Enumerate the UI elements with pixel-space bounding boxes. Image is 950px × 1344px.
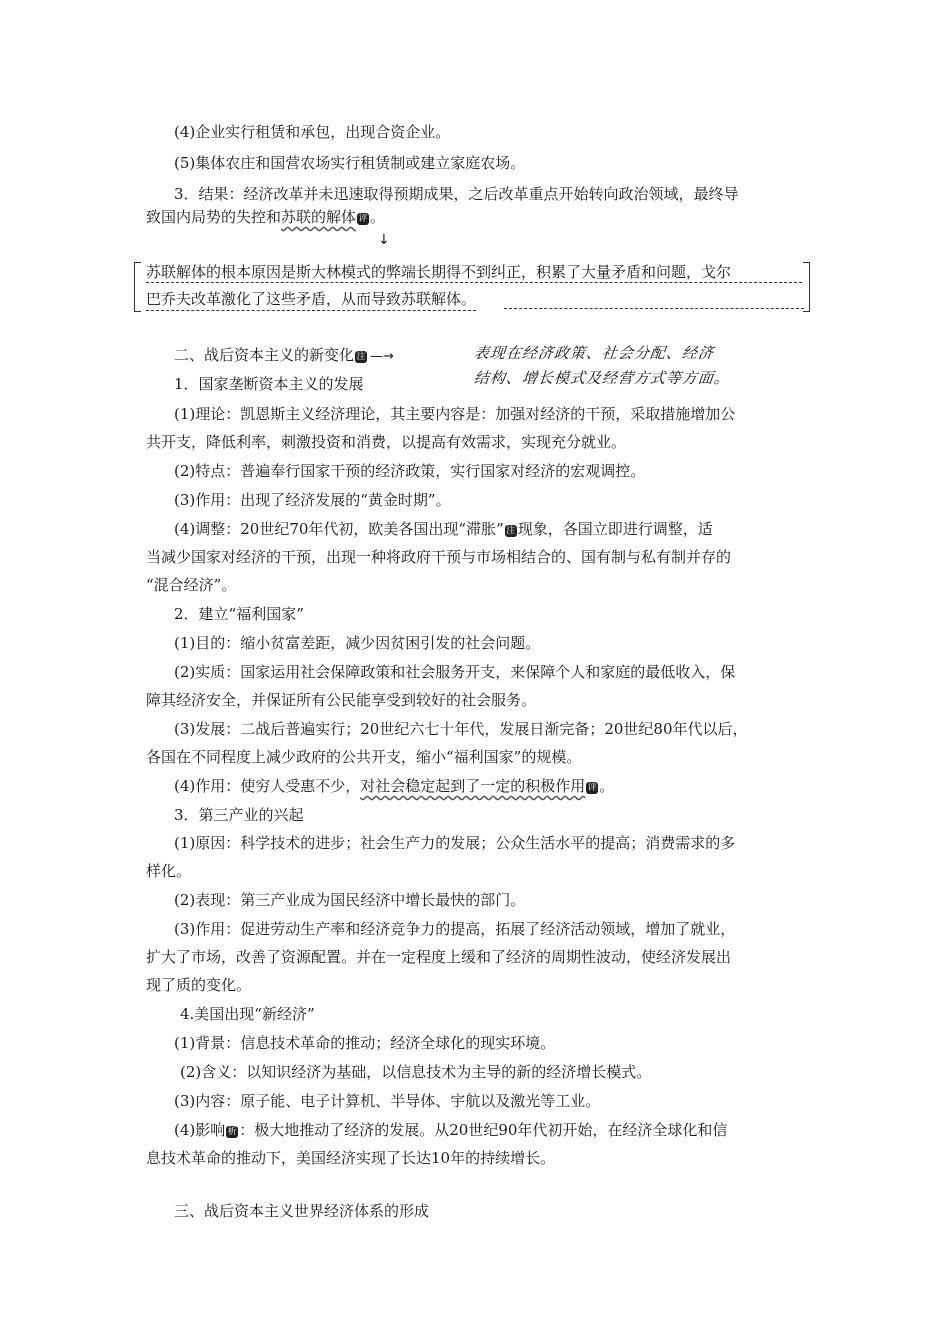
box-left-bracket bbox=[134, 262, 141, 312]
text-span: 。 bbox=[370, 208, 386, 226]
text-line bbox=[174, 519, 806, 539]
xi-badge-icon: 析 bbox=[227, 1127, 237, 1137]
text-line: 3．结果：经济改革并未迅速取得预期成果，之后改革重点开始转向政治领域，最终导 bbox=[174, 185, 739, 203]
text-line: 现了质的变化。 bbox=[146, 976, 252, 994]
text-line: (1)原因：科学技术的进步；社会生产力的发展；公众生活水平的提高；消费需求的多 bbox=[174, 834, 736, 852]
right-arrow-icon: —→ bbox=[370, 349, 394, 364]
annotation-box bbox=[134, 258, 810, 314]
subheading: 3．第三产业的兴起 bbox=[174, 806, 304, 824]
text-line: 扩大了市场，改善了资源配置。并在一定程度上缓和了经济的周期性波动，使经济发展出 bbox=[146, 948, 732, 966]
zhu-badge-icon: 注 bbox=[356, 352, 366, 362]
text-line: (1)背景：信息技术革命的推动；经济全球化的现实环境。 bbox=[174, 1034, 556, 1052]
ping-badge-icon: 评 bbox=[587, 783, 597, 793]
text-line: (1)目的：缩小贫富差距，减少因贫困引发的社会问题。 bbox=[174, 634, 541, 652]
text-line: (2)特点：普遍奉行国家干预的经济政策，实行国家对经济的宏观调控。 bbox=[174, 462, 646, 480]
text-line: (3)作用：出现了经济发展的“黄金时期”。 bbox=[174, 491, 451, 509]
text-line: 息技术革命的推动下，美国经济实现了长达10年的持续增长。 bbox=[146, 1149, 556, 1167]
text-span: (4)作用：使穷人受惠不少， bbox=[174, 777, 361, 795]
text-span: ：极大地推动了经济的发展。从20世纪90年代初开始，在经济全球化和信 bbox=[239, 1121, 728, 1139]
underlined-phrase: 苏联的解体 bbox=[281, 208, 357, 226]
text-span: (4)调整：20世纪70年代初，欧美各国出现“滞胀” bbox=[174, 520, 504, 538]
text-span: (4)影响 bbox=[174, 1121, 226, 1139]
dashed-rule bbox=[504, 308, 804, 309]
text-span: 致国内局势的失控和 bbox=[146, 208, 282, 226]
text-line: (2)实质：国家运用社会保障政策和社会服务开支，来保障个人和家庭的最低收入，保 bbox=[174, 663, 736, 681]
text-line: (2)含义：以知识经济为基础，以信息技术为主导的新的经济增长模式。 bbox=[180, 1063, 652, 1081]
down-arrow-icon: ↓ bbox=[378, 232, 390, 248]
text-line: 共开支，降低利率，刺激投资和消费，以提高有效需求，实现充分就业。 bbox=[146, 433, 627, 451]
subheading: 2．建立“福利国家” bbox=[174, 605, 304, 623]
text-line bbox=[174, 776, 806, 796]
zhu-badge-icon: 注 bbox=[506, 526, 516, 536]
text-line: (5)集体农庄和国营农场实行租赁制或建立家庭农场。 bbox=[174, 154, 526, 172]
text-line: “混合经济”。 bbox=[146, 576, 237, 594]
text-span: 现象，各国立即进行调整，适 bbox=[517, 520, 713, 538]
heading-text: 二、战后资本主义的新变化 bbox=[174, 346, 355, 364]
text-line bbox=[146, 207, 806, 227]
text-line bbox=[174, 1120, 806, 1140]
subheading: 4.美国出现“新经济” bbox=[180, 1005, 315, 1023]
text-line: 样化。 bbox=[146, 862, 192, 880]
subheading: 1．国家垄断资本主义的发展 bbox=[174, 375, 364, 393]
text-line: (2)表现：第三产业成为国民经济中增长最快的部门。 bbox=[174, 891, 526, 909]
text-line: (3)作用：促进劳动生产率和经济竞争力的提高，拓展了经济活动领域，增加了就业， bbox=[174, 920, 736, 938]
box-text-line: 苏联解体的根本原因是斯大林模式的弊端长期得不到纠正，积累了大量矛盾和问题，戈尔 bbox=[146, 262, 802, 283]
section-heading: 三、战后资本主义世界经济体系的形成 bbox=[174, 1202, 430, 1220]
text-line: 各国在不同程度上减少政府的公共开支，缩小“福利国家”的规模。 bbox=[146, 748, 582, 766]
box-right-bracket bbox=[803, 262, 810, 312]
box-text-line: 巴乔夫改革激化了这些矛盾，从而导致苏联解体。 bbox=[146, 289, 476, 311]
ping-badge-icon: 评 bbox=[358, 214, 368, 224]
text-span: 。 bbox=[599, 777, 615, 795]
text-line: (3)发展：二战后普遍实行；20世纪六七十年代，发展日渐完备；20世纪80年代以后， bbox=[174, 720, 748, 738]
text-line: 障其经济安全，并保证所有公民能享受到较好的社会服务。 bbox=[146, 691, 537, 709]
underlined-phrase: 对社会稳定起到了一定的积极作用 bbox=[360, 777, 586, 795]
handwritten-note: 表现在经济政策、社会分配、经济 bbox=[473, 344, 715, 362]
text-line: 当减少国家对经济的干预，出现一种将政府干预与市场相结合的、国有制与私有制并存的 bbox=[146, 548, 732, 566]
text-line: (4)企业实行租赁和承包，出现合资企业。 bbox=[174, 123, 451, 141]
handwritten-note: 结构、增长模式及经营方式等方面。 bbox=[473, 369, 731, 387]
text-line: (3)内容：原子能、电子计算机、半导体、宇航以及激光等工业。 bbox=[174, 1092, 601, 1110]
text-line: (1)理论：凯恩斯主义经济理论，其主要内容是：加强对经济的干预，采取措施增加公 bbox=[174, 405, 736, 423]
